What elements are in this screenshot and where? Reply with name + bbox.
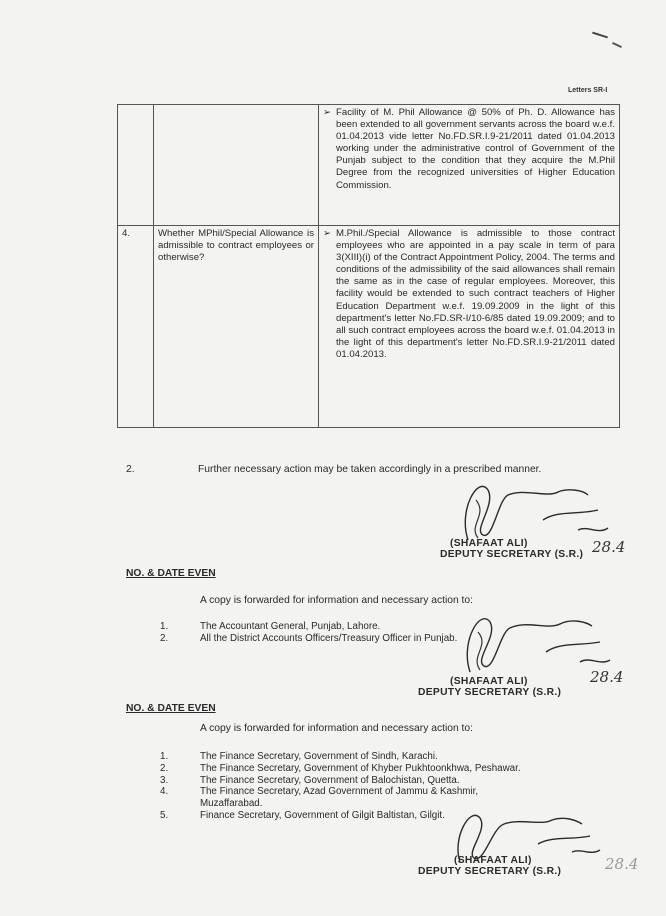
forward-text: A copy is forwarded for information and necessary action to: — [200, 595, 474, 606]
list-item: 1. The Finance Secretary, Government of Sindh, Karachi. — [160, 751, 438, 762]
list-item: 5. Finance Secretary, Government of Gilgit Baltistan, Gilgit. — [160, 809, 445, 821]
forward-text: A copy is forwarded for information and necessary action to: — [200, 723, 474, 734]
list-item: 4. The Finance Secretary, Azad Government of Jammu & Kashmir, Muzaffarabad. — [160, 786, 479, 810]
signature-block — [418, 676, 561, 698]
row-question — [154, 105, 319, 226]
signatory-name: (SHAFAAT ALI) — [450, 676, 528, 687]
row-question: Whether MPhil/Special Allowance is admissible to contract employees or otherwise? — [154, 226, 319, 428]
signature-block — [418, 855, 561, 877]
scan-mark — [592, 32, 608, 39]
arrow-bullet-icon: ➢ — [323, 107, 332, 118]
list-item: 3. The Finance Secretary, Government of Balochistan, Quetta. — [160, 774, 460, 786]
signatory-designation: DEPUTY SECRETARY (S.R.) — [440, 549, 584, 560]
list-item: 1. The Accountant General, Punjab, Lahore. — [160, 621, 381, 632]
signatory-designation: DEPUTY SECRETARY (S.R.) — [418, 687, 562, 698]
signature-date: 28.4 — [605, 855, 639, 873]
table-row — [118, 105, 620, 226]
signature-date: 28.4 — [592, 538, 626, 556]
signatory-name: (SHAFAAT ALI) — [450, 538, 528, 549]
recipient-list — [160, 621, 457, 645]
endorsement-heading: NO. & DATE EVEN — [126, 568, 216, 579]
row-number: 4. — [118, 226, 154, 428]
row-answer: ➢ Facility of M. Phil Allowance @ 50% of Ph. D. Allowance has been extended to all government servants across the board w.e.f. 01.04.2013 vide letter No.FD.SR.I.9-21/2011 dated 01.04.2013 working under the administrative control of Government of the Punjab subject to the condition that they acquire the M.Phil Degree from the recognized universities of Higher Education Commission. — [319, 105, 620, 226]
endorsement-heading: NO. & DATE EVEN — [126, 703, 216, 714]
clarification-table — [117, 104, 620, 428]
paragraph-number: 2. — [126, 464, 135, 475]
list-item: 2. All the District Accounts Officers/Treasury Officer in Punjab. — [160, 632, 458, 644]
arrow-bullet-icon: ➢ — [323, 228, 332, 239]
row-number — [118, 105, 154, 226]
signature-date: 28.4 — [590, 668, 624, 686]
letter-code: Letters SR-I — [568, 87, 608, 94]
signature-block — [440, 538, 583, 560]
row-answer: ➢ M.Phil./Special Allowance is admissible to those contract employees who are appointed in a pay scale in term of para 3(XIII)(i) of the Contract Appointment Policy, 2004. The terms and conditions of the admissibility of the said allowances shall remain the same as in the case of regular employees. Moreover, this facility would be extended to such contract teachers of Higher Education Department w.e.f. 19.09.2009 in the light of this department's letter No.FD.SR-I/10-6/85 dated 19.09.2009; and to all such contract employees across the board w.e.f. 01.04.2013 in the light of this department's letter No.FD.SR.I.9-21/2011 dated 01.04.2013. — [319, 226, 620, 428]
list-item: 2. The Finance Secretary, Government of Khyber Pukhtoonkhwa, Peshawar. — [160, 762, 521, 774]
scan-mark — [612, 42, 622, 48]
paragraph-text: Further necessary action may be taken accordingly in a prescribed manner. — [198, 464, 542, 475]
signatory-name: (SHAFAAT ALI) — [454, 855, 532, 866]
table-row — [118, 226, 620, 428]
signatory-designation: DEPUTY SECRETARY (S.R.) — [418, 866, 562, 877]
